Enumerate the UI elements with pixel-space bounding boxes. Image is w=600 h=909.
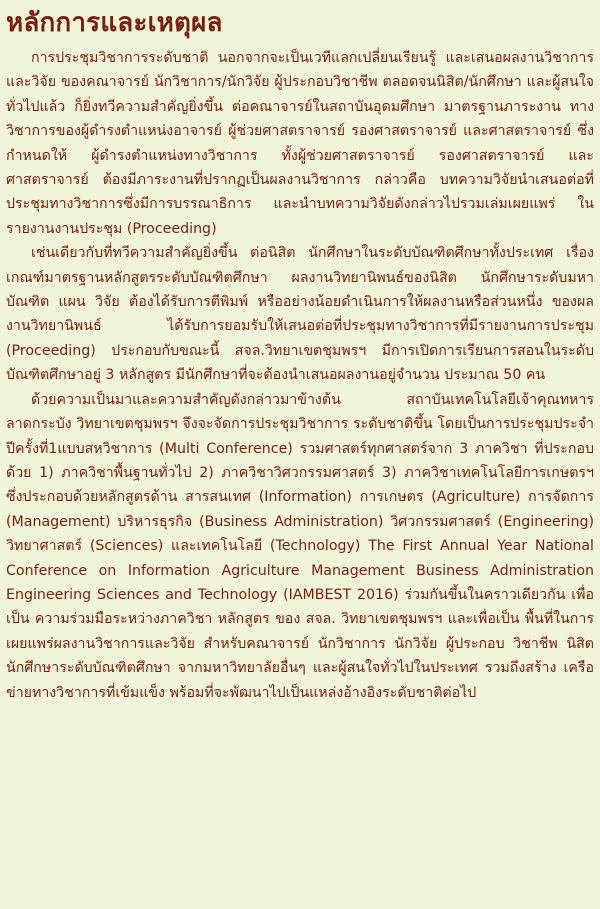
paragraph-graduate-students: เช่นเดียวกับที่ทวีความสำคัญยิ่งขึ้น ต่อนิสิต นักศึกษาในระดับบัณฑิตศึกษาทั้งประเทศ เรื่องเกณฑ์มาตรฐานหลักสูตรระดับบัณฑิตศึกษา ผลงานวิทยานิพนธ์ของนิสิต นักศึกษาระดับมหาบัณฑิต แผน วิจัย ต้องได้รับการตีพิมพ์ หรืออย่างน้อยดำเนินการให้ผลงานหรือส่วนหนึ่ง ของผลงานวิทยานิพนธ์ ได้รับการยอมรับให้เสนอต่อที่ประชุมทางวิชาการที่มีรายงานการประชุม (Proceeding) ประกอบกับขณะนี้ สจล.วิทยาเขตชุมพรฯ มีการเปิดการเรียนการสอนในระดับบัณฑิตศึกษาอยู่ 3 หลักสูตร มีนักศึกษาที่จะต้องนำเสนอผลงานอยู่จำนวน ประมาณ 50 คน xyxy=(6,245,594,384)
paragraph-introduction: การประชุมวิชาการระดับชาติ นอกจากจะเป็นเวทีแลกเปลี่ยนเรียนรู้ และเสนอผลงานวิชาการและวิจัย ของคณาจารย์ นักวิชาการ/นักวิจัย ผู้ประกอบวิชาชีพ ตลอดจนนิสิต/นักศึกษา และผู้สนใจทั่วไปแล้ว ก็ยิ่งทวีความสำคัญยิ่งขึ้น ต่อคณาจารย์ในสถาบันอุดมศึกษา มาตรฐานภาระงาน ทางวิชาการของผู้ดำรงตำแหน่งอาจารย์ ผู้ช่วยศาสตราจารย์ รองศาสตราจารย์ และศาสตราจารย์ ซึ่งกำหนดให้ ผู้ดำรงตำแหน่งทางวิชาการ ทั้งผู้ช่วยศาสตราจารย์ รองศาสตราจารย์ และศาสตราจารย์ ต้องมีภาระงานที่ปรากฏเป็นผลงานวิชาการ กล่าวคือ บทความวิจัยนำเสนอต่อที่ประชุมทางวิชาการซึ่งมีการบรรณาธิการ และนำบทความวิจัยดังกล่าวไปรวมเล่มเผยแพร่ ในรายงานงานประชุม (Proceeding) xyxy=(6,50,594,237)
paragraph-conference-purpose: ด้วยความเป็นมาและความสำคัญดังกล่าวมาข้างต้น สถาบันเทคโนโลยีเจ้าคุณทหารลาดกระบัง วิทยาเขตชุมพรฯ จึงจะจัดการประชุมวิชาการ ระดับชาติขึ้น โดยเป็นการประชุมประจำปีครั้งที่1แบบสหวิชาการ (Multi Conference) รวมศาสตร์ทุกศาสตร์จาก 3 ภาควิชา ที่ประกอบด้วย 1) ภาควิชาพื้นฐานทั่วไป 2) ภาควิชาวิศวกรรมศาสตร์ 3) ภาควิชาเทคโนโลยีการเกษตรฯ ซึ่งประกอบด้วยหลักสูตรด้าน สารสนเทศ (Information) การเกษตร (Agriculture) การจัดการ (Management) บริหารธุรกิจ (Business Administration) วิศวกรรมศาสตร์ (Engineering) วิทยาศาสตร์ (Sciences) และเทคโนโลยี (Technology) The First Annual Year National Conference on Information Agriculture Management Business Administration Engineering Sciences and Technology (IAMBEST 2016) ร่วมกันขึ้นในคราวเดียวกัน เพื่อเป็น ความร่วมมือระหว่างภาควิชา หลักสูตร ของ สจล. วิทยาเขตชุมพรฯ และเพื่อเป็น พื้นที่ในการ เผยแพร่ผลงานวิชาการและวิจัย สำหรับคณาจารย์ นักวิชาการ นักวิจัย ผู้ประกอบ วิชาชีพ นิสิต นักศึกษาระดับบัณฑิตศึกษา จากมหาวิทยาลัยอื่นๆ และผู้สนใจทั่วไปในประเทศ รวมถึงสร้าง เครือข่ายทางวิชาการที่เข้มแข็ง พร้อมที่จะพัฒนาไปเป็นแหล่งอ้างอิงระดับชาติต่อไป xyxy=(6,391,594,701)
page-title: หลักการและเหตุผล xyxy=(6,8,223,38)
